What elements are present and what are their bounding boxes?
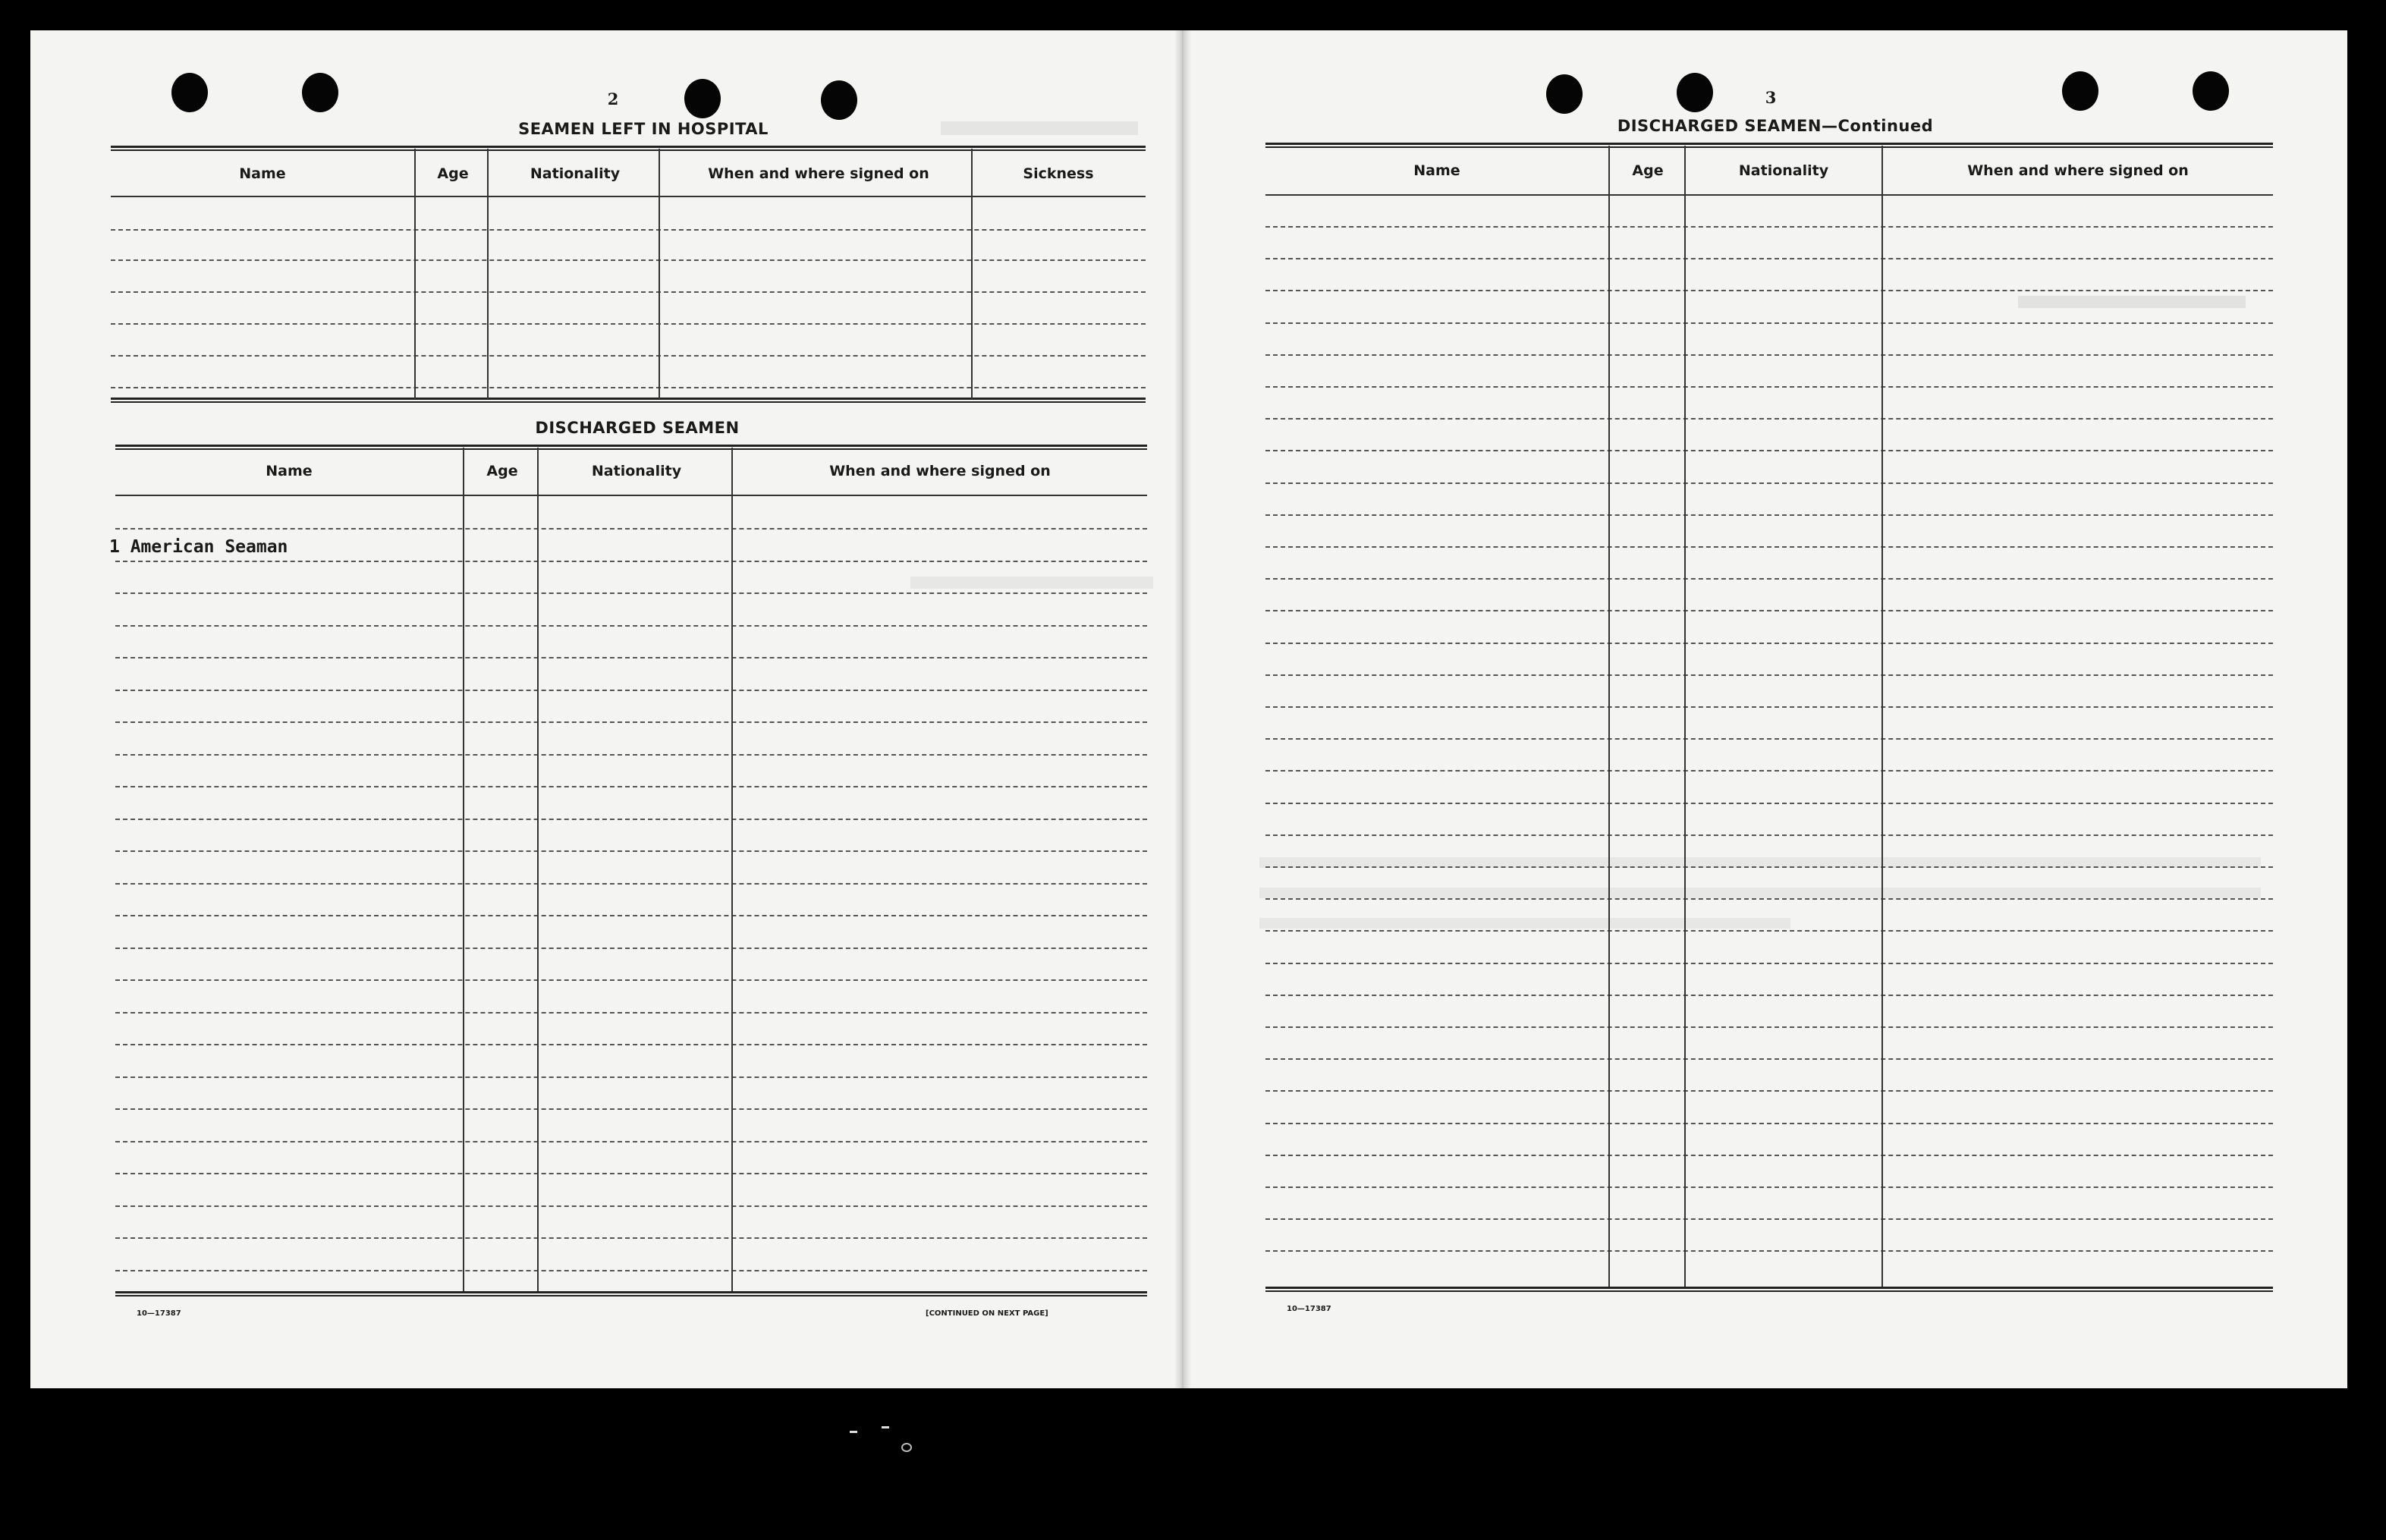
row-rule	[115, 1173, 1147, 1174]
row-rule	[1265, 706, 2273, 708]
punch-hole	[171, 73, 208, 112]
row-rule	[1265, 386, 2273, 388]
row-rule	[1265, 514, 2273, 516]
row-rule	[115, 786, 1147, 787]
discharged-entry-name: 1 American Seaman	[109, 537, 288, 557]
discharged-col-divider	[463, 448, 464, 1291]
row-rule	[115, 561, 1147, 562]
hospital-col-divider	[414, 149, 416, 399]
stray-mark	[901, 1443, 912, 1452]
hospital-row-rule	[111, 387, 1146, 388]
row-rule	[115, 1237, 1147, 1239]
row-rule	[115, 850, 1147, 852]
hospital-header-rule	[111, 196, 1146, 197]
hospital-row-rule	[111, 323, 1146, 325]
row-rule	[1265, 1090, 2273, 1092]
hospital-col-divider	[487, 149, 489, 399]
hospital-header-age: Age	[437, 165, 469, 182]
row-rule	[1265, 1250, 2273, 1252]
stray-mark	[850, 1431, 857, 1433]
hospital-header-signed-on: When and where signed on	[708, 165, 929, 182]
discharged-table-bottom-rule	[115, 1291, 1147, 1296]
right-form-number: 10—17387	[1287, 1305, 1331, 1313]
page-fold	[1174, 30, 1191, 1388]
hospital-table-top-rule	[111, 146, 1146, 151]
row-rule	[1265, 610, 2273, 611]
row-rule	[1265, 1058, 2273, 1060]
right-header-name: Name	[1413, 162, 1460, 179]
row-rule	[1265, 1123, 2273, 1124]
discharged-header-nationality: Nationality	[591, 463, 682, 479]
row-rule	[115, 883, 1147, 885]
row-rule	[1265, 1186, 2273, 1188]
row-rule	[1265, 258, 2273, 259]
row-rule	[1265, 866, 2273, 868]
hospital-row-rule	[111, 259, 1146, 261]
hospital-col-divider	[971, 149, 973, 399]
right-header-signed-on: When and where signed on	[1967, 162, 2189, 179]
left-page-number: 2	[607, 90, 619, 108]
row-rule	[115, 1076, 1147, 1078]
row-rule	[115, 1108, 1147, 1110]
hospital-row-rule	[111, 355, 1146, 357]
row-rule	[115, 1270, 1147, 1271]
right-col-divider	[1608, 146, 1610, 1287]
punch-hole	[302, 73, 338, 112]
row-rule	[115, 592, 1147, 594]
punch-hole	[2062, 71, 2098, 111]
discharged-col-divider	[731, 448, 733, 1291]
right-header-rule	[1265, 194, 2273, 196]
row-rule	[1265, 482, 2273, 484]
row-rule	[1265, 546, 2273, 548]
row-rule	[115, 948, 1147, 949]
row-rule	[1265, 898, 2273, 900]
hospital-row-rule	[111, 229, 1146, 231]
hospital-col-divider	[659, 149, 660, 399]
bleed-through	[941, 121, 1138, 135]
punch-hole	[684, 79, 721, 118]
hospital-section-title: SEAMEN LEFT IN HOSPITAL	[518, 120, 769, 138]
row-rule	[1265, 290, 2273, 291]
row-rule	[1265, 578, 2273, 580]
hospital-row-rule	[111, 291, 1146, 293]
punch-hole	[1546, 74, 1583, 114]
row-rule	[1265, 1026, 2273, 1028]
right-table-bottom-rule	[1265, 1287, 2273, 1292]
discharged-table-top-rule	[115, 445, 1147, 450]
discharged-section-title: DISCHARGED SEAMEN	[535, 419, 740, 437]
row-rule	[1265, 1218, 2273, 1220]
right-page-number: 3	[1765, 88, 1777, 107]
row-rule	[115, 1205, 1147, 1207]
stray-mark	[882, 1426, 889, 1428]
row-rule	[115, 1012, 1147, 1014]
row-rule	[1265, 450, 2273, 451]
row-rule	[1265, 354, 2273, 356]
row-rule	[115, 625, 1147, 627]
row-rule	[115, 819, 1147, 820]
hospital-header-nationality: Nationality	[530, 165, 621, 182]
row-rule	[115, 1044, 1147, 1045]
row-rule	[1265, 770, 2273, 772]
discharged-header-rule	[115, 495, 1147, 496]
discharged-header-signed-on: When and where signed on	[829, 463, 1051, 479]
hospital-header-sickness: Sickness	[1023, 165, 1094, 182]
continued-note: [CONTINUED ON NEXT PAGE]	[926, 1309, 1048, 1318]
bleed-through	[910, 577, 1153, 589]
row-rule	[1265, 1155, 2273, 1156]
row-rule	[1265, 963, 2273, 964]
bleed-through	[2018, 296, 2246, 308]
row-rule	[1265, 834, 2273, 836]
hospital-header-name: Name	[239, 165, 286, 182]
right-col-divider	[1684, 146, 1686, 1287]
bleed-through	[1259, 888, 2261, 898]
row-rule	[1265, 643, 2273, 644]
right-header-nationality: Nationality	[1738, 162, 1829, 179]
row-rule	[1265, 803, 2273, 804]
right-col-divider	[1881, 146, 1883, 1287]
punch-hole	[1677, 73, 1713, 112]
row-rule	[115, 690, 1147, 691]
row-rule	[115, 1141, 1147, 1142]
row-rule	[1265, 738, 2273, 740]
punch-hole	[821, 80, 857, 120]
discharged-header-name: Name	[266, 463, 313, 479]
row-rule	[115, 528, 1147, 530]
row-rule	[1265, 995, 2273, 996]
discharged-col-divider	[537, 448, 539, 1291]
row-rule	[1265, 674, 2273, 676]
row-rule	[1265, 930, 2273, 932]
row-rule	[115, 754, 1147, 756]
discharged-header-age: Age	[486, 463, 518, 479]
row-rule	[115, 657, 1147, 658]
row-rule	[115, 915, 1147, 916]
row-rule	[1265, 418, 2273, 420]
row-rule	[1265, 226, 2273, 228]
right-header-age: Age	[1632, 162, 1664, 179]
right-table-top-rule	[1265, 143, 2273, 148]
bleed-through	[1259, 918, 1790, 929]
row-rule	[115, 979, 1147, 981]
left-form-number: 10—17387	[137, 1309, 181, 1318]
discharged-continued-title: DISCHARGED SEAMEN—Continued	[1617, 117, 1934, 135]
document-sheet	[30, 30, 2347, 1388]
hospital-table-bottom-rule	[111, 398, 1146, 403]
punch-hole	[2193, 71, 2229, 111]
row-rule	[1265, 322, 2273, 324]
row-rule	[115, 721, 1147, 723]
